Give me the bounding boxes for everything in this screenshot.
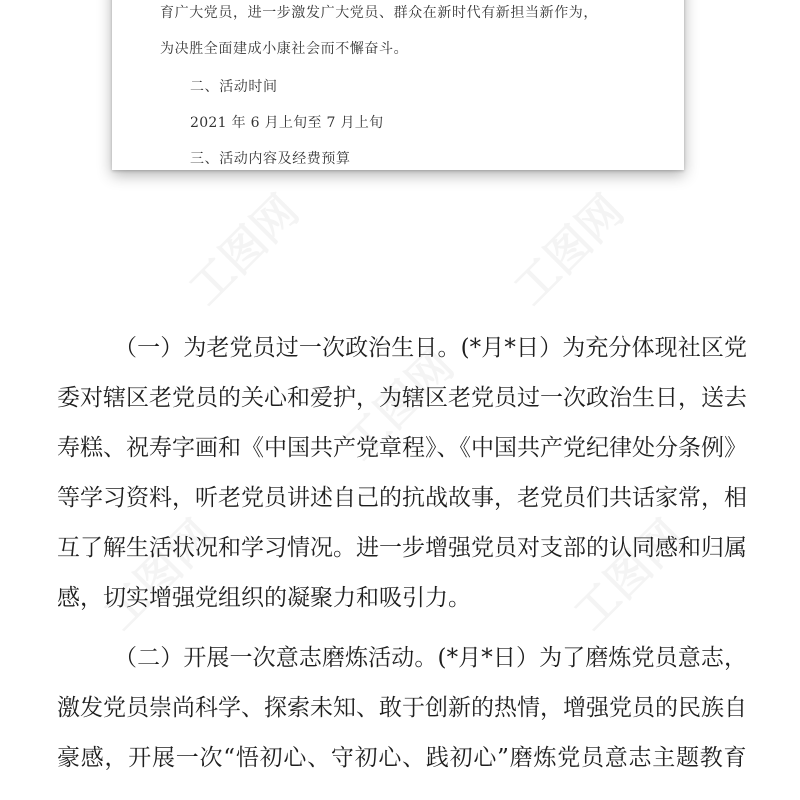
watermark-2 [497, 178, 636, 317]
watermark-1 [172, 178, 311, 317]
activity-date-range: 2021 年 6 月上旬至 7 月上旬 [190, 115, 384, 131]
preview-text-line: 为决胜全面建成小康社会而不懈奋斗。 [160, 41, 409, 57]
paragraph-line: 豪感，开展一次“悟初心、守初心、践初心”磨炼党员意志主题教育 [57, 745, 748, 771]
paragraph-line: 感，切实增强党组织的凝聚力和吸引力。 [57, 585, 471, 611]
paragraph-line: （二）开展一次意志磨炼活动。(*月*日）为了磨炼党员意志， [114, 645, 748, 671]
section-heading: 二、活动时间 [190, 79, 278, 95]
preview-text-line: 育广大党员，进一步激发广大党员、群众在新时代有新担当新作为， [160, 5, 598, 21]
document-preview-card [112, 0, 684, 170]
section-heading: 三、活动内容及经费预算 [190, 151, 351, 167]
paragraph-line: 互了解生活状况和学习情况。进一步增强党员对支部的认同感和归属 [57, 535, 747, 561]
paragraph-line: 等学习资料，听老党员讲述自己的抗战故事，老党员们共话家常，相 [57, 485, 747, 511]
paragraph-line: 委对辖区老党员的关心和爱护，为辖区老党员过一次政治生日，送去 [57, 385, 747, 411]
watermark-4 [87, 503, 226, 642]
watermark-5 [557, 503, 696, 642]
paragraph-line: （一）为老党员过一次政治生日。(*月*日）为充分体现社区党 [114, 335, 748, 361]
paragraph-line: 激发党员崇尚科学、探索未知、敢于创新的热情，增强党员的民族自 [57, 695, 747, 721]
paragraph-line: 寿糕、祝寿字画和《中国共产党章程》、《中国共产党纪律处分条例》 [57, 435, 747, 461]
